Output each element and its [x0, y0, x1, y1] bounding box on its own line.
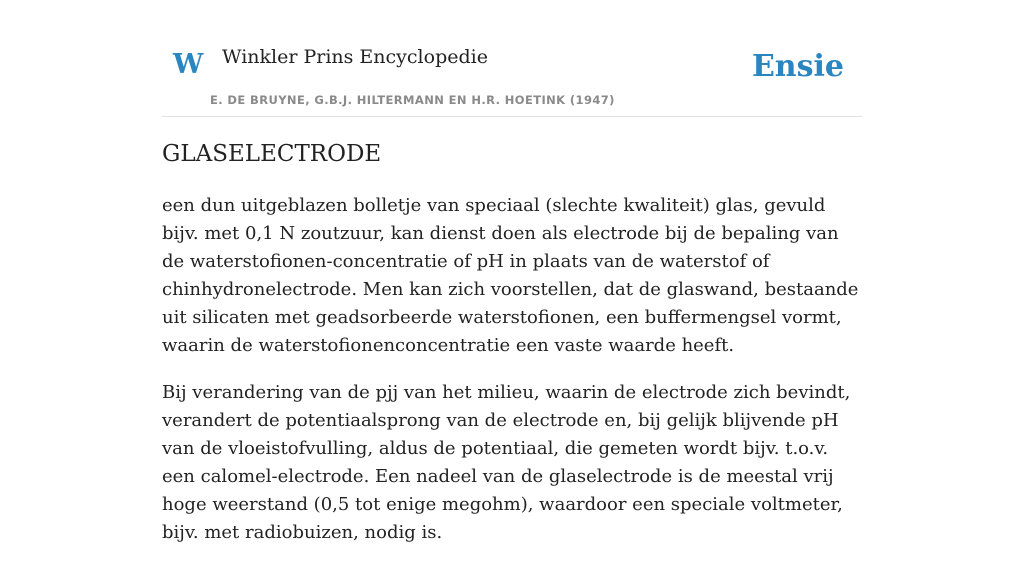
- ensie-logo[interactable]: Ensie: [751, 49, 844, 84]
- source-header: [162, 0, 862, 117]
- source-authors: E. DE BRUYNE, G.B.J. HILTERMANN EN H.R. HOETINK (1947): [210, 93, 615, 107]
- entry-paragraph-2: Bij verandering van de pjj van het milieu, waarin de electrode zich bevindt, verandert de potentiaalsprong van de electrode en, bij gelijk blijvende pH van de vloeistofvulling, aldus de potentiaal, die gemeten wordt bijv. t.o.v. een calomel-electrode. Een nadeel van de glaselectrode is de meestal vrij hoge weerstand (0,5 tot enige megohm), waardoor een speciale voltmeter, bijv. met radiobuizen, nodig is.: [162, 382, 851, 543]
- source-title-link[interactable]: Winkler Prins Encyclopedie: [222, 46, 488, 68]
- entry-paragraph-1: een dun uitgeblazen bolletje van speciaal (slechte kwaliteit) glas, gevuld bijv. met 0,1 N zoutzuur, kan dienst doen als electrode bij de bepaling van de waterstofionen-concentratie of pH in plaats van de waterstof of chinhydronelectrode. Men kan zich voorstellen, dat de glaswand, bestaande uit silicaten met geadsorbeerde waterstofionen, een buffermengsel vormt, waarin de waterstofionenconcentratie een vaste waarde heeft.: [162, 195, 859, 356]
- entry-body: [162, 192, 862, 566]
- source-logo[interactable]: W: [173, 49, 204, 80]
- entry-title: GLASELECTRODE: [162, 141, 382, 167]
